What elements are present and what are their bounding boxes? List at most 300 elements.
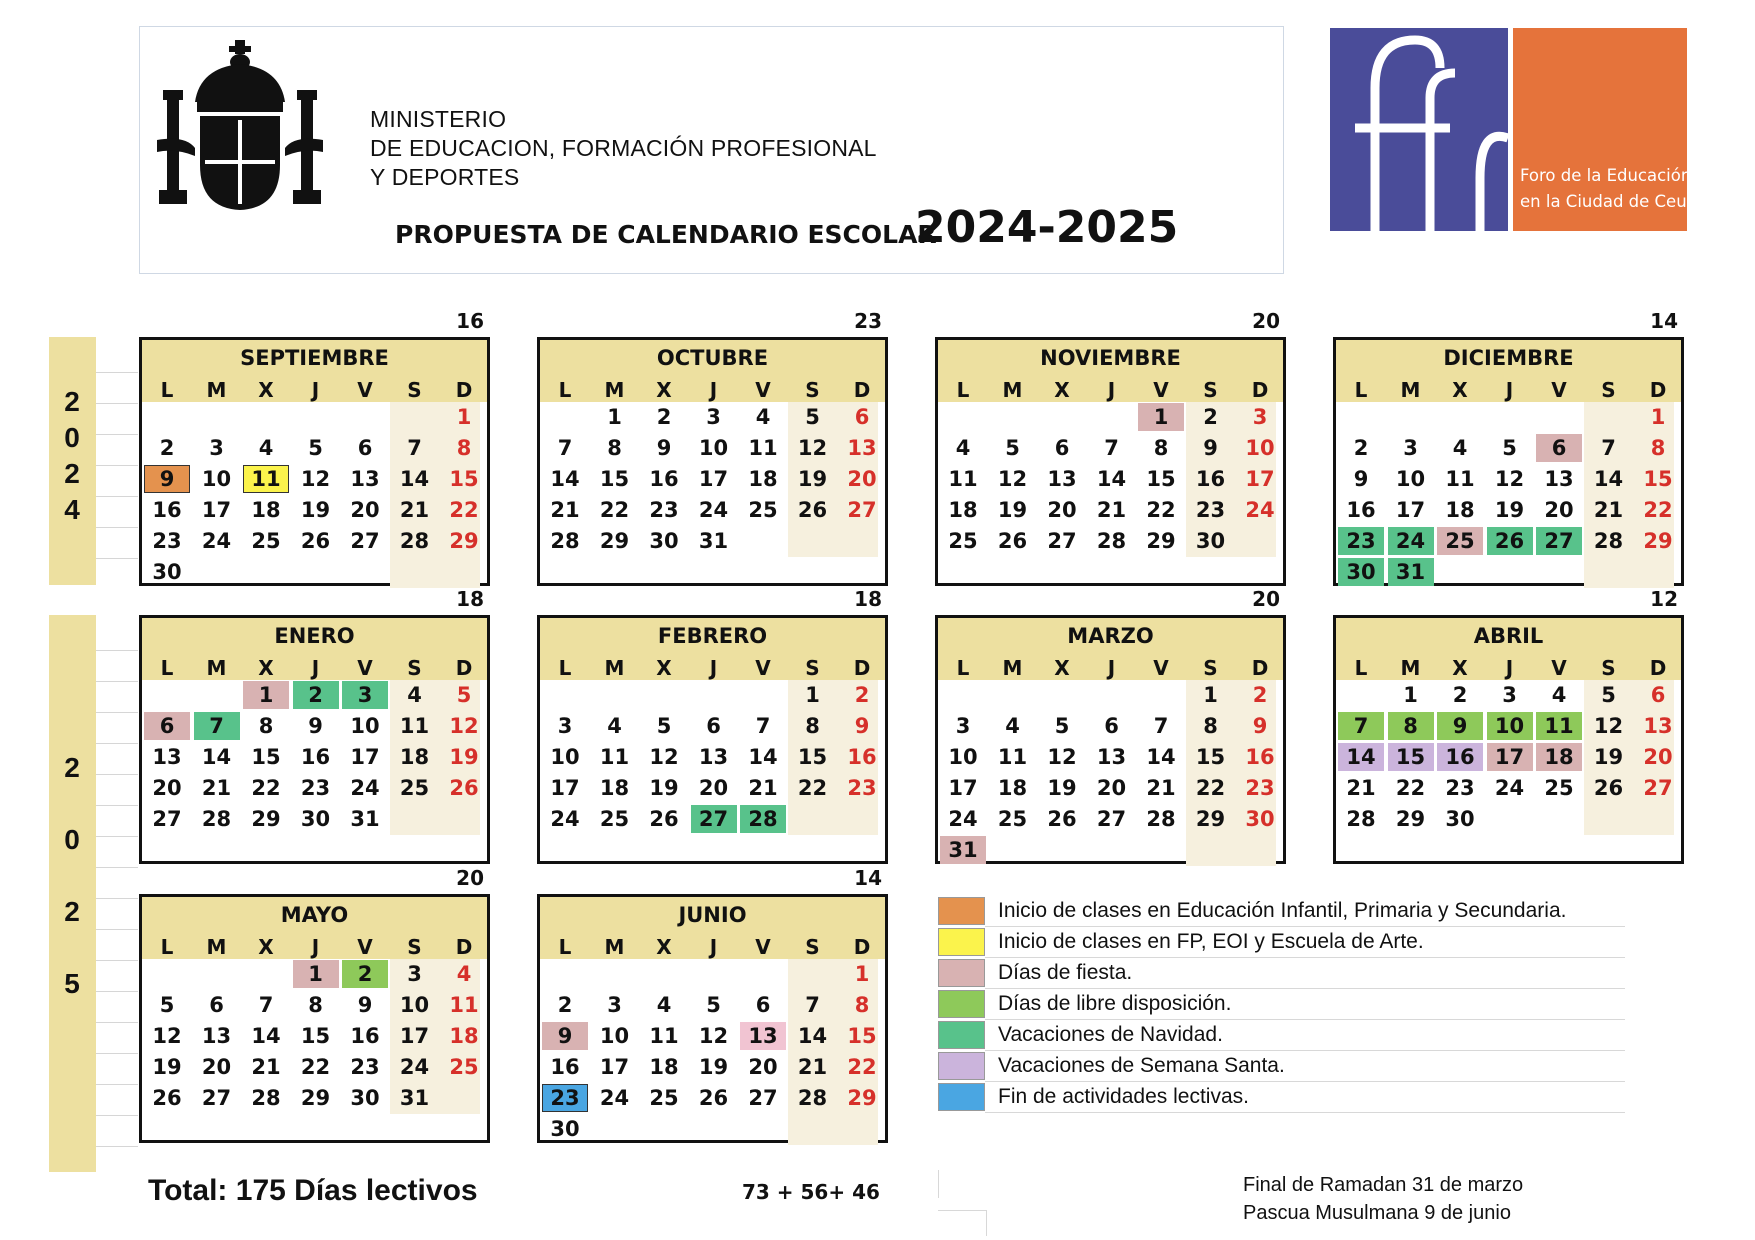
- calendar-day: 9: [542, 1022, 588, 1050]
- calendar-day: 2: [1452, 683, 1468, 707]
- calendar-day: 28: [1346, 807, 1376, 831]
- calendar-day: 25: [599, 807, 630, 831]
- calendar-day: 10: [698, 436, 729, 460]
- calendar-day: 1: [456, 405, 472, 429]
- calendar-day: 21: [748, 776, 778, 800]
- weekday-label: V: [755, 656, 771, 680]
- year-digit: 0: [64, 422, 80, 453]
- calendar-day: 12: [997, 467, 1028, 491]
- calendar-day: 14: [1096, 467, 1127, 491]
- calendar-day: 4: [755, 405, 771, 429]
- calendar-day: 15: [847, 1024, 877, 1048]
- calendar-day: 8: [1388, 712, 1434, 740]
- logo-blue-panel: [1330, 28, 1508, 231]
- strip-rule: [96, 403, 138, 404]
- calendar-day: 6: [706, 714, 721, 738]
- calendar-day: 16: [350, 1024, 380, 1048]
- school-days-count: 16: [456, 309, 484, 333]
- calendar-day: 18: [649, 1055, 679, 1079]
- calendar-day: 1: [1203, 683, 1218, 707]
- month-name: NOVIEMBRE: [1040, 346, 1181, 370]
- month-name: JUNIO: [678, 903, 747, 927]
- weekday-label: L: [558, 656, 572, 680]
- calendar-day: 26: [1593, 776, 1624, 800]
- calendar-day: 16: [1437, 743, 1483, 771]
- weekday-label: S: [1601, 378, 1616, 402]
- calendar-day: 11: [399, 714, 430, 738]
- calendar-day: 10: [599, 1024, 630, 1048]
- weekday-label: X: [656, 935, 672, 959]
- calendar-day: 11: [599, 745, 630, 769]
- calendar-day: 20: [698, 776, 729, 800]
- calendar-day: 15: [797, 745, 828, 769]
- weekday-label: M: [1400, 656, 1421, 680]
- legend-label: Días de fiesta.: [998, 961, 1133, 984]
- calendar-day: 1: [1650, 405, 1666, 429]
- calendar-day: 28: [1096, 529, 1127, 553]
- calendar-day: 27: [1047, 529, 1077, 553]
- weekday-label: J: [1505, 656, 1514, 680]
- calendar-day: 3: [342, 681, 388, 709]
- calendar-day: 25: [748, 498, 778, 522]
- calendar-day: 15: [251, 745, 281, 769]
- month-header: [142, 340, 487, 402]
- calendar-day: 26: [152, 1086, 182, 1110]
- calendar-day: 26: [997, 529, 1028, 553]
- calendar-day: 3: [1252, 405, 1268, 429]
- legend-rule: [985, 957, 1625, 958]
- calendar-day: 20: [847, 467, 877, 491]
- weekday-label: J: [311, 378, 320, 402]
- calendar-day: 24: [1245, 498, 1275, 522]
- weekday-label: M: [206, 935, 227, 959]
- month-header: [1336, 618, 1681, 680]
- weekday-label: V: [755, 935, 771, 959]
- month-name: MARZO: [1067, 624, 1154, 648]
- calendar-day: 19: [698, 1055, 729, 1079]
- calendar-day: 9: [1203, 436, 1218, 460]
- calendar-day: 13: [1096, 745, 1127, 769]
- calendar-day: 7: [1601, 436, 1616, 460]
- calendar-day: 8: [1153, 436, 1169, 460]
- calendar-day: 7: [557, 436, 573, 460]
- footer-line: [986, 1210, 987, 1236]
- weekday-label: X: [1054, 378, 1070, 402]
- calendar-day: 29: [847, 1086, 877, 1110]
- calendar-day: 25: [1544, 776, 1574, 800]
- strip-rule: [96, 836, 138, 837]
- strip-rule: [96, 650, 138, 651]
- calendar-day: 2: [1353, 436, 1369, 460]
- total-school-days: Total: 175 Días lectivos: [148, 1174, 478, 1207]
- calendar-day: 31: [350, 807, 380, 831]
- calendar-day: 12: [449, 714, 479, 738]
- calendar-day: 11: [449, 993, 479, 1017]
- weekday-label: J: [311, 656, 320, 680]
- weekday-label: V: [1551, 656, 1567, 680]
- calendar-day: 12: [1593, 714, 1624, 738]
- calendar-day: 22: [251, 776, 281, 800]
- foro-educacion-logo: [1330, 28, 1704, 231]
- calendar-day: 2: [293, 681, 339, 709]
- calendar-day: 24: [399, 1055, 430, 1079]
- calendar-day: 13: [1047, 467, 1077, 491]
- calendar-day: 13: [1544, 467, 1574, 491]
- legend-item-fiesta: [938, 959, 1680, 989]
- legend-rule: [985, 988, 1625, 989]
- weekday-label: S: [1203, 378, 1218, 402]
- legend-swatch: [938, 990, 985, 1018]
- calendar-day: 27: [1643, 776, 1673, 800]
- calendar-day: 25: [997, 807, 1028, 831]
- calendar-day: 16: [1346, 498, 1376, 522]
- month-header: [1336, 340, 1681, 402]
- calendar-day: 26: [300, 529, 331, 553]
- calendar-day: 31: [1388, 558, 1434, 586]
- calendar-day: 24: [550, 807, 580, 831]
- weekday-label: S: [1601, 656, 1616, 680]
- weekday-label: J: [1505, 378, 1514, 402]
- calendar-day: 10: [1487, 712, 1533, 740]
- weekday-label: J: [1107, 378, 1116, 402]
- calendar-day: 16: [152, 498, 182, 522]
- calendar-day: 5: [1005, 436, 1020, 460]
- strip-rule: [96, 867, 138, 868]
- calendar-day: 13: [847, 436, 877, 460]
- calendar-day: 1: [607, 405, 622, 429]
- weekday-label: V: [357, 935, 373, 959]
- weekday-label: X: [258, 378, 274, 402]
- calendar-day: 28: [1146, 807, 1176, 831]
- calendar-day: 12: [1047, 745, 1077, 769]
- calendar-day: 3: [407, 962, 422, 986]
- calendar-day: 1: [854, 962, 870, 986]
- calendar-day: 21: [1096, 498, 1127, 522]
- calendar-day: 18: [399, 745, 430, 769]
- legend-swatch: [938, 1052, 985, 1080]
- weekday-label: D: [853, 378, 871, 402]
- month-header: [938, 340, 1283, 402]
- legend-label: Fin de actividades lectivas.: [998, 1085, 1249, 1108]
- logo-fe-icon: [1330, 28, 1508, 231]
- calendar-day: 23: [1195, 498, 1226, 522]
- calendar-day: 28: [740, 805, 786, 833]
- strip-rule: [96, 712, 138, 713]
- calendar-day: 29: [1643, 529, 1673, 553]
- calendar-day: 23: [300, 776, 331, 800]
- calendar-day: 7: [194, 712, 240, 740]
- calendar-day: 11: [1536, 712, 1582, 740]
- calendar-day: 18: [748, 467, 778, 491]
- calendar-day: 15: [300, 1024, 331, 1048]
- year-strip-2025: [49, 615, 96, 1172]
- calendar-day: 16: [300, 745, 331, 769]
- calendar-day: 10: [1245, 436, 1275, 460]
- calendar-day: 15: [1388, 743, 1434, 771]
- weekday-label: V: [1551, 378, 1567, 402]
- calendar-day: 20: [201, 1055, 232, 1079]
- calendar-day: 10: [399, 993, 430, 1017]
- calendar-day: 1: [805, 683, 820, 707]
- calendar-day: 18: [948, 498, 978, 522]
- calendar-day: 7: [1153, 714, 1169, 738]
- calendar-day: 9: [308, 714, 323, 738]
- calendar-day: 28: [550, 529, 580, 553]
- calendar-day: 21: [399, 498, 430, 522]
- weekday-label: L: [160, 656, 174, 680]
- weekday-label: L: [1354, 378, 1368, 402]
- weekday-label: J: [311, 935, 320, 959]
- calendar-day: 15: [1146, 467, 1176, 491]
- calendar-day: 23: [847, 776, 877, 800]
- weekday-label: M: [604, 378, 625, 402]
- calendar-day: 9: [854, 714, 870, 738]
- calendar-day: 31: [399, 1086, 430, 1110]
- month-header: [938, 618, 1283, 680]
- strip-rule: [96, 805, 138, 806]
- calendar-day: 22: [847, 1055, 877, 1079]
- calendar-day: 16: [847, 745, 877, 769]
- calendar-day: 14: [748, 745, 778, 769]
- calendar-day: 18: [997, 776, 1028, 800]
- calendar-day: 12: [152, 1024, 182, 1048]
- weekday-label: V: [755, 378, 771, 402]
- weekday-label: X: [1054, 656, 1070, 680]
- month-enero: [139, 615, 490, 864]
- school-days-count: 18: [854, 587, 882, 611]
- month-header: [540, 897, 885, 959]
- calendar-day: 20: [1643, 745, 1673, 769]
- calendar-day: 11: [243, 465, 289, 493]
- calendar-day: 27: [691, 805, 737, 833]
- month-name: FEBRERO: [657, 624, 768, 648]
- weekday-label: S: [407, 656, 422, 680]
- legend-label: Vacaciones de Semana Santa.: [998, 1054, 1285, 1077]
- legend-swatch: [938, 897, 985, 925]
- calendar-day: 7: [1104, 436, 1119, 460]
- calendar-day: 24: [1388, 527, 1434, 555]
- calendar-day: 19: [649, 776, 679, 800]
- weekday-label: M: [1400, 378, 1421, 402]
- calendar-day: 28: [201, 807, 232, 831]
- month-diciembre: [1333, 337, 1684, 586]
- month-febrero: [537, 615, 888, 864]
- calendar-day: 29: [449, 529, 479, 553]
- legend-label: Vacaciones de Navidad.: [998, 1023, 1223, 1046]
- calendar-day: 9: [144, 465, 190, 493]
- calendar-day: 4: [955, 436, 971, 460]
- calendar-day: 5: [805, 405, 820, 429]
- calendar-day: 22: [599, 498, 630, 522]
- calendar-day: 25: [449, 1055, 479, 1079]
- legend-label: Inicio de clases en FP, EOI y Escuela de Arte.: [998, 930, 1424, 953]
- weekday-label: D: [853, 656, 871, 680]
- calendar-day: 4: [456, 962, 472, 986]
- calendar-day: 13: [201, 1024, 232, 1048]
- calendar-day: 27: [748, 1086, 778, 1110]
- weekday-label: L: [160, 378, 174, 402]
- calendar-day: 21: [550, 498, 580, 522]
- calendar-day: 27: [152, 807, 182, 831]
- weekday-label: V: [357, 656, 373, 680]
- weekday-label: M: [206, 378, 227, 402]
- calendar-day: 21: [1346, 776, 1376, 800]
- calendar-day: 27: [1536, 527, 1582, 555]
- calendar-day: 1: [1403, 683, 1418, 707]
- calendar-day: 1: [243, 681, 289, 709]
- year-digit: 2: [64, 458, 80, 489]
- calendar-day: 19: [1593, 745, 1624, 769]
- calendar-day: 8: [805, 714, 820, 738]
- calendar-day: 30: [1445, 807, 1475, 831]
- weekday-label: D: [455, 656, 473, 680]
- month-name: ENERO: [274, 624, 355, 648]
- calendar-day: 20: [748, 1055, 778, 1079]
- calendar-day: 28: [251, 1086, 281, 1110]
- calendar-day: 15: [599, 467, 630, 491]
- calendar-day: 19: [300, 498, 331, 522]
- calendar-day: 8: [854, 993, 870, 1017]
- calendar-day: 14: [1146, 745, 1176, 769]
- strip-rule: [96, 898, 138, 899]
- year-digit: 5: [64, 968, 80, 999]
- legend-item-semana-santa: [938, 1052, 1680, 1082]
- calendar-day: 8: [308, 993, 323, 1017]
- calendar-day: 17: [599, 1055, 630, 1079]
- calendar-day: 22: [1195, 776, 1226, 800]
- legend-item-fin-lectivas: [938, 1083, 1680, 1113]
- calendar-day: 30: [1245, 807, 1275, 831]
- calendar-day: 29: [1195, 807, 1226, 831]
- calendar-day: 17: [350, 745, 380, 769]
- weekday-label: L: [160, 935, 174, 959]
- calendar-day: 2: [159, 436, 175, 460]
- calendar-day: 11: [1445, 467, 1475, 491]
- calendar-day: 17: [948, 776, 978, 800]
- calendar-day: 11: [748, 436, 778, 460]
- calendar-title: PROPUESTA DE CALENDARIO ESCOLAR: [395, 220, 937, 249]
- calendar-day: 24: [1494, 776, 1525, 800]
- calendar-day: 15: [449, 467, 479, 491]
- month-mayo: [139, 894, 490, 1143]
- calendar-day: 10: [201, 467, 232, 491]
- note-ramadan: Final de Ramadan 31 de marzo: [1243, 1174, 1524, 1196]
- weekday-label: D: [1649, 378, 1667, 402]
- school-days-count: 12: [1650, 587, 1678, 611]
- strip-rule: [96, 372, 138, 373]
- weekday-label: D: [1649, 656, 1667, 680]
- calendar-day: 20: [1047, 498, 1077, 522]
- month-septiembre: [139, 337, 490, 586]
- note-pascua: Pascua Musulmana 9 de junio: [1243, 1202, 1511, 1224]
- calendar-day: 6: [1536, 434, 1582, 462]
- calendar-day: 16: [550, 1055, 580, 1079]
- strip-rule: [96, 496, 138, 497]
- calendar-day: 28: [399, 529, 430, 553]
- calendar-day: 29: [599, 529, 630, 553]
- school-days-count: 20: [1252, 587, 1280, 611]
- calendar-day: 31: [940, 836, 986, 864]
- weekday-label: J: [709, 378, 718, 402]
- legend-swatch: [938, 959, 985, 987]
- weekday-label: S: [407, 378, 422, 402]
- legend-item-inicio-fp: [938, 928, 1680, 958]
- strip-rule: [96, 558, 138, 559]
- calendar-day: 3: [1403, 436, 1418, 460]
- weekday-label: S: [805, 656, 820, 680]
- calendar-day: 19: [449, 745, 479, 769]
- year-digit: 2: [64, 386, 80, 417]
- calendar-day: 29: [251, 807, 281, 831]
- calendar-day: 23: [1445, 776, 1475, 800]
- calendar-day: 9: [1252, 714, 1268, 738]
- calendar-day: 25: [251, 529, 281, 553]
- calendar-day: 27: [847, 498, 877, 522]
- ministry-line-1: MINISTERIO: [370, 106, 507, 132]
- calendar-day: 20: [1544, 498, 1574, 522]
- calendar-day: 5: [1054, 714, 1070, 738]
- calendar-day: 22: [1395, 776, 1426, 800]
- coat-of-arms-icon: [155, 40, 325, 212]
- month-noviembre: [935, 337, 1286, 586]
- calendar-day: 3: [607, 993, 622, 1017]
- month-header: [540, 618, 885, 680]
- calendar-day: 13: [1643, 714, 1673, 738]
- calendar-day: 23: [649, 498, 679, 522]
- calendar-day: 7: [258, 993, 274, 1017]
- calendar-day: 3: [706, 405, 721, 429]
- calendar-day: 8: [258, 714, 274, 738]
- legend-label: Días de libre disposición.: [998, 992, 1232, 1015]
- strip-rule: [96, 991, 138, 992]
- calendar-day: 11: [997, 745, 1028, 769]
- calendar-day: 3: [557, 714, 573, 738]
- calendar-day: 13: [350, 467, 380, 491]
- year-digit: 4: [64, 494, 80, 525]
- weekday-label: S: [805, 935, 820, 959]
- school-days-count: 20: [456, 866, 484, 890]
- logo-text-line-2: en la Ciudad de Ceuta: [1520, 192, 1704, 211]
- calendar-day: 27: [1096, 807, 1127, 831]
- calendar-day: 13: [740, 1022, 786, 1050]
- weekday-label: D: [1251, 656, 1269, 680]
- calendar-day: 25: [1437, 527, 1483, 555]
- calendar-day: 14: [201, 745, 232, 769]
- footer-line: [938, 1210, 986, 1211]
- calendar-day: 6: [1104, 714, 1119, 738]
- strip-rule: [96, 743, 138, 744]
- calendar-day: 28: [797, 1086, 828, 1110]
- weekday-label: L: [956, 656, 970, 680]
- calendar-day: 22: [797, 776, 828, 800]
- calendar-day: 14: [1338, 743, 1384, 771]
- calendar-day: 6: [1054, 436, 1070, 460]
- calendar-day: 4: [1452, 436, 1468, 460]
- calendar-day: 22: [1643, 498, 1673, 522]
- calendar-day: 26: [1047, 807, 1077, 831]
- strip-rule: [96, 1053, 138, 1054]
- calendar-day: 8: [1203, 714, 1218, 738]
- calendar-day: 24: [599, 1086, 630, 1110]
- calendar-day: 9: [1353, 467, 1369, 491]
- calendar-day: 14: [251, 1024, 281, 1048]
- weekday-label: M: [604, 656, 625, 680]
- weekday-label: L: [558, 935, 572, 959]
- calendar-day: 29: [1146, 529, 1176, 553]
- calendar-day: 7: [1338, 712, 1384, 740]
- calendar-day: 21: [797, 1055, 828, 1079]
- trimester-sum: 73 + 56+ 46: [742, 1180, 880, 1204]
